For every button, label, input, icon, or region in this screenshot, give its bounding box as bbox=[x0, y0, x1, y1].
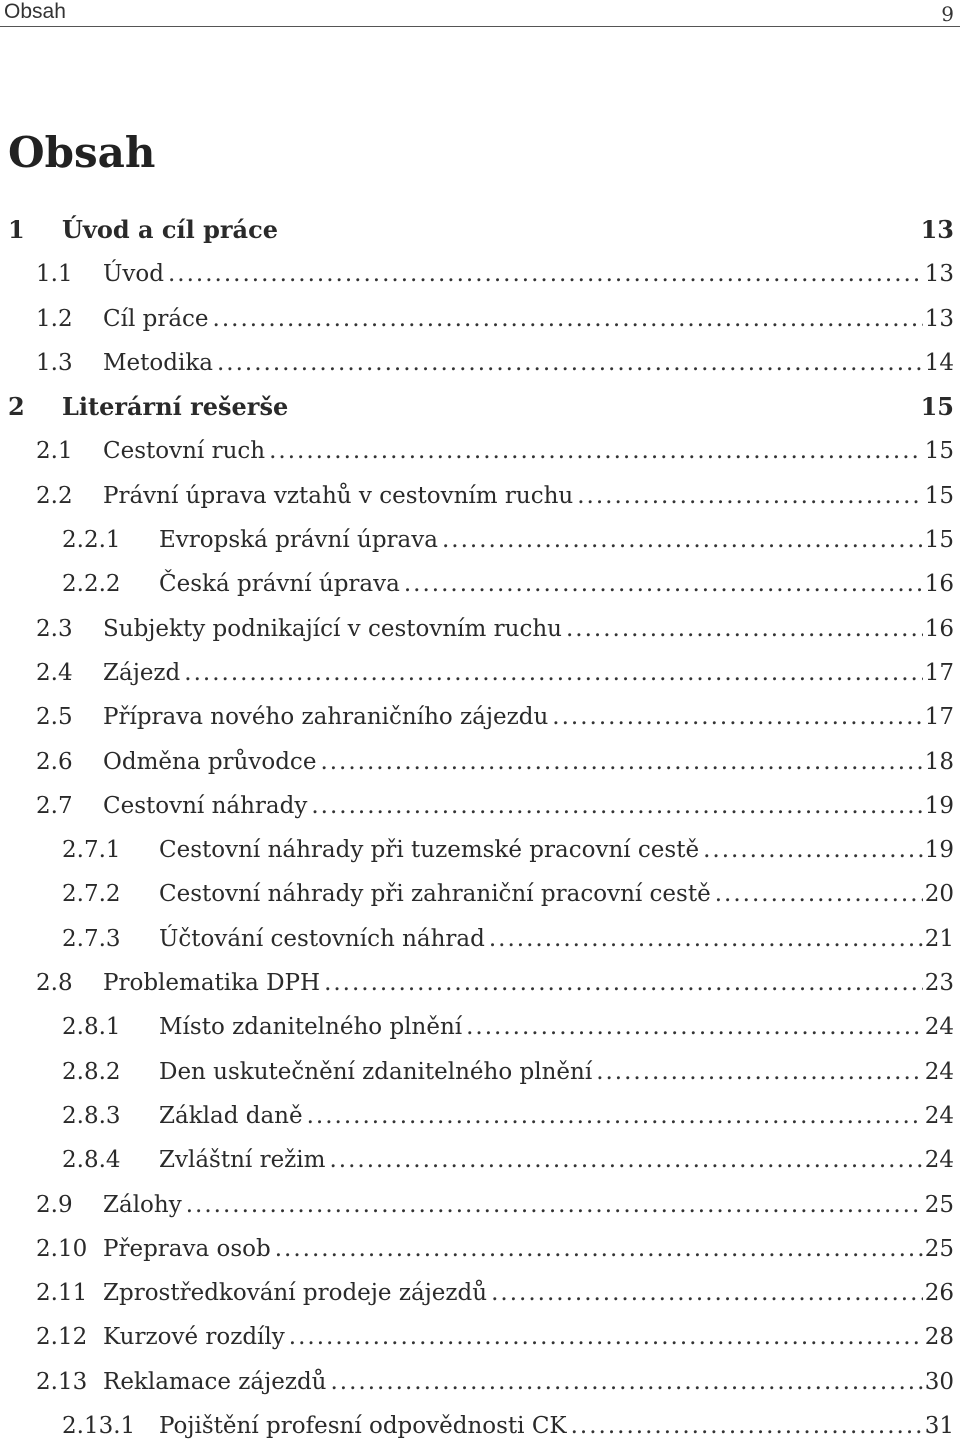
toc-entry-page: 24 bbox=[924, 1147, 954, 1174]
page-title: Obsah bbox=[8, 128, 156, 177]
running-header bbox=[0, 0, 960, 27]
toc-entry-title: Evropská právní úprava bbox=[159, 527, 438, 554]
toc-entry-title: Základ daně bbox=[159, 1102, 303, 1129]
toc-entry-title: Kurzové rozdíly bbox=[103, 1324, 285, 1351]
toc-entry[interactable] bbox=[0, 1271, 960, 1315]
toc-entry-page: 30 bbox=[924, 1368, 954, 1395]
toc-dot-leader bbox=[571, 1404, 923, 1448]
toc-entry[interactable] bbox=[0, 429, 960, 473]
toc-entry-number: 2.10 bbox=[36, 1235, 88, 1262]
toc-entry-line bbox=[159, 1005, 954, 1049]
toc-entry-number: 2.3 bbox=[36, 615, 73, 642]
toc-entry-title: Cestovní ruch bbox=[103, 438, 266, 465]
toc-entry-line bbox=[103, 341, 954, 385]
running-header-page-number: 9 bbox=[941, 2, 954, 26]
toc-entry-line bbox=[103, 607, 954, 651]
running-header-section: Obsah bbox=[4, 0, 66, 23]
toc-entry[interactable] bbox=[0, 1404, 960, 1448]
toc-entry-line bbox=[103, 474, 954, 518]
toc-dot-leader bbox=[329, 1138, 922, 1182]
toc-dot-leader bbox=[324, 961, 923, 1005]
toc-dot-leader bbox=[217, 341, 923, 385]
toc-entry[interactable] bbox=[0, 784, 960, 828]
toc-entry[interactable] bbox=[0, 1005, 960, 1049]
toc-entry-line bbox=[103, 252, 954, 296]
toc-entry-number: 2.7 bbox=[36, 792, 73, 819]
toc-entry-number: 2.6 bbox=[36, 748, 73, 775]
toc-entry-page: 17 bbox=[924, 659, 954, 686]
toc-entry-number: 2.7.2 bbox=[62, 881, 121, 908]
toc-entry-number: 2.8.4 bbox=[62, 1147, 121, 1174]
toc-entry-page: 15 bbox=[924, 438, 954, 465]
table-of-contents bbox=[0, 208, 960, 1448]
toc-entry-number: 2.4 bbox=[36, 659, 73, 686]
toc-entry-title: Právní úprava vztahů v cestovním ruchu bbox=[103, 482, 574, 509]
toc-entry-line bbox=[159, 518, 954, 562]
toc-entry[interactable] bbox=[0, 297, 960, 341]
toc-entry-number: 2.8.2 bbox=[62, 1058, 121, 1085]
toc-entry-line bbox=[62, 385, 954, 429]
toc-dot-leader bbox=[404, 562, 923, 606]
toc-entry-number: 2.1 bbox=[36, 438, 73, 465]
toc-entry-line bbox=[103, 429, 954, 473]
toc-entry[interactable] bbox=[0, 474, 960, 518]
toc-dot-leader bbox=[186, 1183, 923, 1227]
toc-entry-line bbox=[103, 297, 954, 341]
toc-entry-line bbox=[159, 1138, 954, 1182]
toc-entry-title: Odměna průvodce bbox=[103, 748, 317, 775]
toc-entry-title: Subjekty podnikající v cestovním ruchu bbox=[103, 615, 562, 642]
toc-entry-page: 15 bbox=[924, 482, 954, 509]
toc-entry-line bbox=[159, 1404, 954, 1448]
toc-entry-number: 2.12 bbox=[36, 1324, 88, 1351]
toc-entry-page: 13 bbox=[924, 261, 954, 288]
toc-entry-number: 2.13 bbox=[36, 1368, 88, 1395]
toc-dot-leader bbox=[269, 429, 923, 473]
toc-entry-line bbox=[103, 1227, 954, 1271]
toc-entry-line bbox=[103, 740, 954, 784]
toc-entry-line bbox=[103, 784, 954, 828]
toc-entry-number: 1 bbox=[8, 215, 25, 244]
toc-entry-line bbox=[159, 1094, 954, 1138]
toc-entry-page: 21 bbox=[924, 925, 954, 952]
toc-dot-leader bbox=[715, 872, 923, 916]
toc-dot-leader bbox=[168, 252, 923, 296]
toc-dot-leader bbox=[552, 695, 922, 739]
toc-entry-title: Cestovní náhrady při tuzemské pracovní cestě bbox=[159, 837, 700, 864]
toc-entry-page: 24 bbox=[924, 1014, 954, 1041]
toc-entry-page: 14 bbox=[924, 349, 954, 376]
toc-entry-line bbox=[103, 1183, 954, 1227]
toc-dot-leader bbox=[489, 917, 923, 961]
toc-dot-leader bbox=[184, 651, 922, 695]
toc-entry-number: 2.13.1 bbox=[62, 1413, 136, 1440]
toc-dot-leader bbox=[703, 828, 923, 872]
toc-entry-line bbox=[62, 208, 954, 252]
toc-entry[interactable] bbox=[0, 385, 960, 429]
toc-entry-line bbox=[159, 1050, 954, 1094]
toc-entry-line bbox=[103, 651, 954, 695]
toc-entry-page: 26 bbox=[924, 1280, 954, 1307]
toc-entry-page: 19 bbox=[924, 792, 954, 819]
toc-entry-title: Pojištění profesní odpovědnosti CK bbox=[159, 1413, 567, 1440]
toc-entry-number: 1.2 bbox=[36, 305, 73, 332]
toc-entry[interactable] bbox=[0, 961, 960, 1005]
toc-entry-number: 2.2.1 bbox=[62, 527, 121, 554]
toc-entry-title: Úvod bbox=[103, 261, 164, 288]
toc-entry-page: 13 bbox=[920, 215, 954, 244]
toc-entry-title: Příprava nového zahraničního zájezdu bbox=[103, 704, 549, 731]
toc-dot-leader bbox=[289, 1315, 923, 1359]
toc-entry[interactable] bbox=[0, 740, 960, 784]
toc-entry-title: Místo zdanitelného plnění bbox=[159, 1014, 463, 1041]
toc-entry-page: 18 bbox=[924, 748, 954, 775]
toc-entry-number: 2.7.3 bbox=[62, 925, 121, 952]
toc-entry[interactable] bbox=[0, 1094, 960, 1138]
toc-entry-line bbox=[159, 917, 954, 961]
toc-dot-leader bbox=[307, 1094, 923, 1138]
toc-entry-number: 2.5 bbox=[36, 704, 73, 731]
toc-entry-page: 28 bbox=[924, 1324, 954, 1351]
toc-entry-page: 24 bbox=[924, 1058, 954, 1085]
toc-dot-leader bbox=[442, 518, 923, 562]
toc-entry-title: Problematika DPH bbox=[103, 970, 321, 997]
toc-entry-line bbox=[159, 872, 954, 916]
toc-entry-title: Cestovní náhrady bbox=[103, 792, 308, 819]
toc-entry[interactable] bbox=[0, 917, 960, 961]
toc-entry[interactable] bbox=[0, 252, 960, 296]
toc-entry-title: Zálohy bbox=[103, 1191, 182, 1218]
toc-entry-number: 2.2 bbox=[36, 482, 73, 509]
toc-entry[interactable] bbox=[0, 1360, 960, 1404]
toc-entry-title: Cíl práce bbox=[103, 305, 209, 332]
toc-entry[interactable] bbox=[0, 1050, 960, 1094]
toc-entry-page: 23 bbox=[924, 970, 954, 997]
toc-dot-leader bbox=[275, 1227, 923, 1271]
toc-entry-title: Účtování cestovních náhrad bbox=[159, 925, 485, 952]
toc-entry[interactable] bbox=[0, 208, 960, 252]
toc-entry-line bbox=[103, 1315, 954, 1359]
toc-entry[interactable] bbox=[0, 1227, 960, 1271]
toc-entry-page: 25 bbox=[924, 1191, 954, 1218]
toc-entry[interactable] bbox=[0, 651, 960, 695]
toc-dot-leader bbox=[311, 784, 922, 828]
toc-entry[interactable] bbox=[0, 695, 960, 739]
toc-entry[interactable] bbox=[0, 872, 960, 916]
toc-entry-title: Česká právní úprava bbox=[159, 571, 400, 598]
toc-entry-page: 20 bbox=[924, 881, 954, 908]
toc-entry-page: 19 bbox=[924, 837, 954, 864]
toc-entry[interactable] bbox=[0, 1138, 960, 1182]
toc-entry-line bbox=[159, 828, 954, 872]
toc-entry[interactable] bbox=[0, 607, 960, 651]
toc-entry[interactable] bbox=[0, 562, 960, 606]
toc-entry-page: 15 bbox=[924, 527, 954, 554]
toc-entry-page: 16 bbox=[924, 615, 954, 642]
toc-entry-page: 31 bbox=[924, 1413, 954, 1440]
toc-entry-number: 2 bbox=[8, 392, 25, 422]
toc-dot-leader bbox=[596, 1050, 923, 1094]
toc-entry[interactable] bbox=[0, 518, 960, 562]
toc-entry-number: 2.2.2 bbox=[62, 571, 121, 598]
toc-entry-page: 24 bbox=[924, 1102, 954, 1129]
toc-entry-title: Zájezd bbox=[103, 659, 181, 686]
toc-dot-leader bbox=[566, 607, 923, 651]
toc-entry-line bbox=[103, 961, 954, 1005]
toc-entry-line bbox=[103, 695, 954, 739]
toc-entry[interactable] bbox=[0, 1183, 960, 1227]
toc-dot-leader bbox=[331, 1360, 923, 1404]
toc-entry-title: Zvláštní režim bbox=[159, 1147, 326, 1174]
toc-entry-line bbox=[159, 562, 954, 606]
toc-entry-number: 2.7.1 bbox=[62, 837, 121, 864]
toc-entry-number: 2.11 bbox=[36, 1280, 88, 1307]
toc-dot-leader bbox=[491, 1271, 923, 1315]
toc-dot-leader bbox=[466, 1005, 923, 1049]
toc-entry[interactable] bbox=[0, 1315, 960, 1359]
toc-entry-title: Zprostředkování prodeje zájezdů bbox=[103, 1280, 488, 1307]
toc-entry-number: 2.8 bbox=[36, 970, 73, 997]
toc-entry-title: Literární rešerše bbox=[62, 392, 289, 422]
toc-entry-page: 17 bbox=[924, 704, 954, 731]
toc-entry-number: 2.8.1 bbox=[62, 1014, 121, 1041]
toc-entry[interactable] bbox=[0, 341, 960, 385]
toc-entry-title: Přeprava osob bbox=[103, 1235, 271, 1262]
toc-entry-page: 25 bbox=[924, 1235, 954, 1262]
toc-dot-leader bbox=[320, 740, 922, 784]
toc-entry-line bbox=[103, 1271, 954, 1315]
toc-entry-page: 15 bbox=[920, 392, 954, 422]
toc-entry-line bbox=[103, 1360, 954, 1404]
toc-entry-number: 2.9 bbox=[36, 1191, 73, 1218]
toc-entry-number: 1.3 bbox=[36, 349, 73, 376]
toc-entry-title: Metodika bbox=[103, 349, 213, 376]
toc-entry-title: Cestovní náhrady při zahraniční pracovní cestě bbox=[159, 881, 711, 908]
toc-entry[interactable] bbox=[0, 828, 960, 872]
toc-entry-title: Úvod a cíl práce bbox=[62, 215, 278, 244]
toc-entry-title: Den uskutečnění zdanitelného plnění bbox=[159, 1058, 593, 1085]
toc-entry-number: 1.1 bbox=[36, 261, 73, 288]
toc-entry-page: 13 bbox=[924, 305, 954, 332]
toc-dot-leader bbox=[213, 297, 923, 341]
toc-entry-page: 16 bbox=[924, 571, 954, 598]
toc-dot-leader bbox=[577, 474, 923, 518]
toc-entry-title: Reklamace zájezdů bbox=[103, 1368, 327, 1395]
toc-entry-number: 2.8.3 bbox=[62, 1102, 121, 1129]
